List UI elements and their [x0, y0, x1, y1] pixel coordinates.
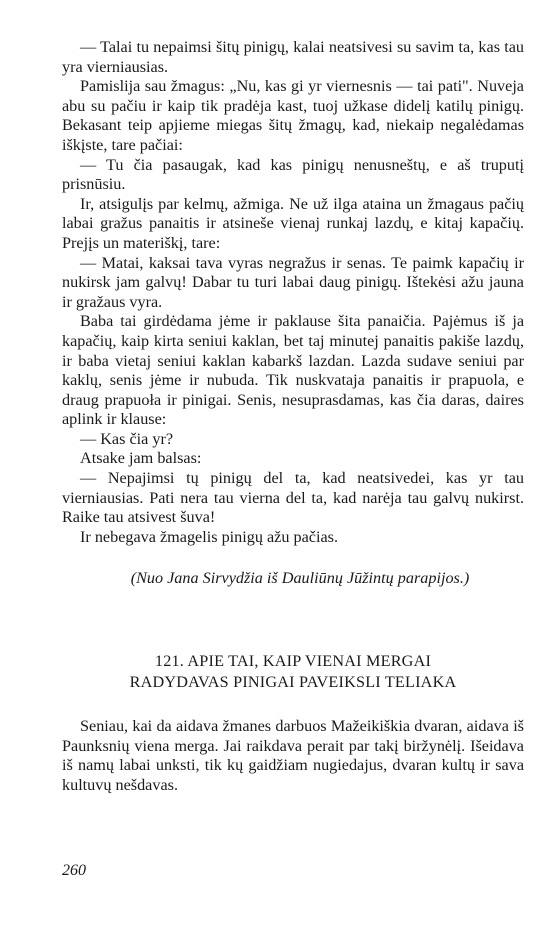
paragraph: — Nepajimsi tų pinigų del ta, kad neatsivedei, kas yr tau vierniausias. Pati nera tau vierna del ta, kad narėja tau galvų nukirst. Raike tau atsivest šuva! — [62, 469, 524, 527]
source-note: (Nuo Jana Sirvydžia iš Dauliūnų Jūžintų parapijos.) — [130, 569, 470, 588]
paragraph: — Kas čia yr? — [80, 429, 174, 448]
paragraph: Baba tai girdėdama jėme ir paklause šita panaičia. Pajėmus iš ja kapačių, kaip kirta seniui kaklan, bet taj minutej panaitis pakiše lazdų, ir baba vietaj seniui kaklan kabarkš lazdan. Lazda sudave seniui par kaklų, senis jėme ir nubuda. Tik nuskvataja panaitis ir prapuola, e draug prapuoła ir pinigai. Senis, nesuprasdamas, kas čia daras, daires aplink ir klause: — [62, 312, 524, 429]
paragraph: Atsake jam balsas: — [80, 449, 202, 468]
paragraph: Ir nebegava žmagelis pinigų ažu pačias. — [80, 527, 338, 546]
story-paragraph: Seniau, kai da aidava žmanes darbuos Mažeikiškia dvaran, aidava iš Paunksnių viena merga. Jai raikdava perait par takį biržynėlį. Išeidava iš namų labai unksti, tik kų gaidžiam nugiedajus, dvaran kultų ir sava kultuvų nešdavas. — [62, 717, 524, 794]
heading-line-1: 121. APIE TAI, KAIP VIENAI MERGAI — [154, 652, 432, 671]
paragraph: Pamislija sau žmagus: „Nu, kas gi yr viernesnis — tai pati". Nuveja abu su pačiu ir kaip tik pradėja kast, tuoj užkase didelį katilų pinigų. Bekasant teip apjieme miegas šitų žmagų, kad, niekaip negalėdamas iškįste, tare pačiai: — [62, 77, 524, 154]
page-number: 260 — [62, 862, 86, 879]
paragraph: — Tu čia pasaugak, kad kas pinigų nenusneštų, e aš truputį prisnūsiu. — [62, 155, 524, 194]
section-heading — [62, 651, 524, 693]
heading-line-2: RADYDAVAS PINIGAI PAVEIKSLI TELIAKA — [129, 673, 457, 692]
paragraph: — Talai tu nepaimsi šitų pinigų, kalai neatsivesi su savim ta, kas tau yra vierniausias. — [62, 38, 524, 76]
paragraph: — Matai, kaksai tava vyras negražus ir senas. Te paimk kapačių ir nukirsk jam galvų! Dabar tu turi labai daug pinigų. Ištekėsi ažu jauna ir gražaus vyra. — [62, 253, 524, 311]
book-page — [62, 38, 524, 795]
story-continuation — [62, 38, 524, 547]
paragraph: Ir, atsigulįs par kelmų, ažmiga. Ne už ilga ataina un žmagaus pačių labai gražus panaitis ir atsineše vienaj runkaj lazdų, e kitaj kapačių. Prejįs un materiškį, tare: — [62, 194, 524, 252]
